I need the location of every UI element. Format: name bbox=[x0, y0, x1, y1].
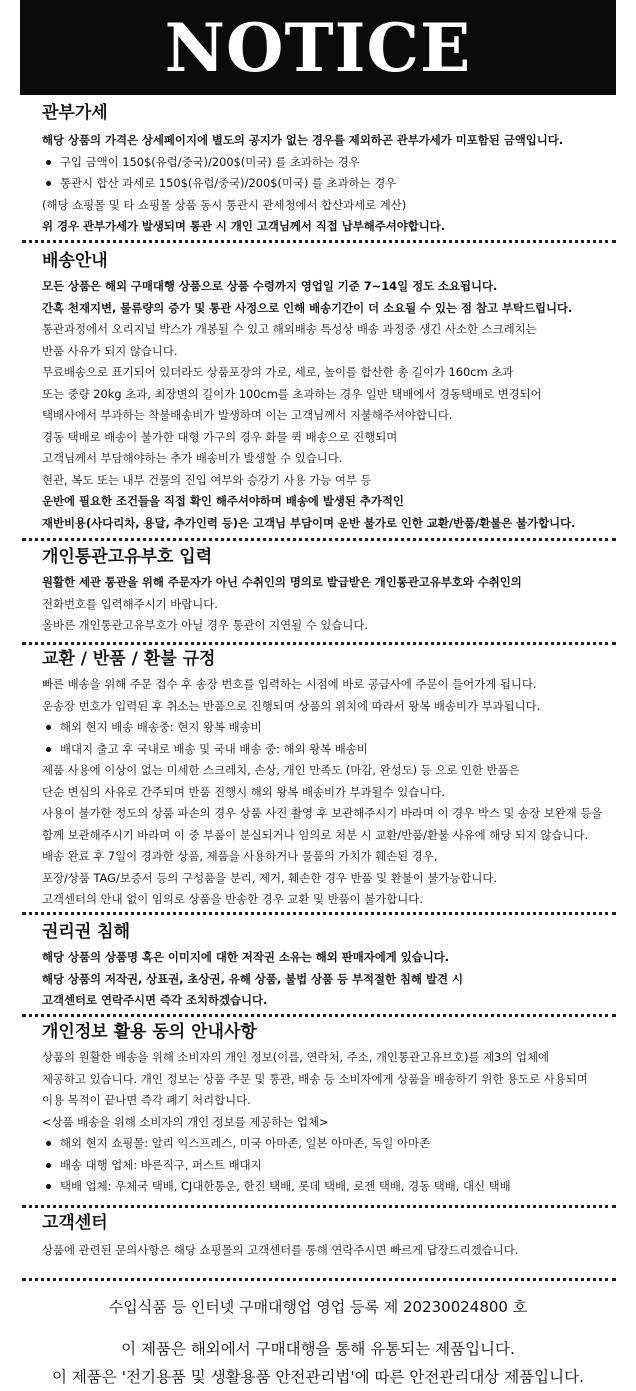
bullet-item: 배송 대행 업체: 바른직구, 퍼스트 배대지 bbox=[22, 1155, 616, 1177]
section-return-policy bbox=[22, 647, 616, 911]
paragraph: 사용이 불가한 정도의 상품 파손의 경우 상품 사진 촬영 후 보관해주시기 바라며 이 경우 박스 및 송장 보완재 등을 bbox=[42, 806, 603, 820]
section-customer-center bbox=[22, 1211, 616, 1262]
paragraph: (해당 쇼핑몰 및 타 쇼핑몰 상품 동시 통관시 관세청에서 합산과세로 계산) bbox=[42, 197, 407, 212]
section-shipping-info bbox=[22, 249, 616, 534]
paragraph: 모든 상품은 해외 구매대행 상품으로 상품 수령까지 영업일 기준 7~14일 정도 소요됩니다. bbox=[42, 279, 498, 293]
paragraph: 제품 사용에 이상이 없는 미세한 스크레치, 손상, 개인 만족도 (마감, 완성도) 등 으로 인한 반품은 bbox=[42, 763, 520, 777]
paragraph: 제공하고 있습니다. 개인 정보는 상품 주문 및 통관, 배송 등 소비자에게 상품을 배송하기 위한 용도로 사용되며 bbox=[42, 1071, 588, 1086]
paragraph: 포장/상품 TAG/보증서 등의 구성품을 분리, 제거, 훼손한 경우 반품 및 환불이 불가능합니다. bbox=[42, 870, 497, 885]
paragraph: 간혹 천재지변, 물류량의 증가 및 통관 사정으로 인해 배송기간이 더 소요될 수 있는 점 참고 부탁드립니다. bbox=[42, 300, 573, 315]
dotted-divider bbox=[22, 240, 616, 243]
dotted-divider bbox=[22, 1278, 616, 1281]
paragraph: 재반비용(사다리차, 용달, 추가인력 등)은 고객님 부담이며 운반 불가로 인한 교환/반품/환불은 불가합니다. bbox=[42, 515, 576, 530]
paragraph: 고객님께서 부담해야하는 추가 배송비가 발생할 수 있습니다. bbox=[42, 451, 343, 465]
paragraph: 원활한 세관 통관을 위해 주문자가 아닌 수취인의 명의로 발급받은 개인통관고유부호와 수취인의 bbox=[42, 575, 522, 589]
paragraph: <상품 배송을 위해 소비자의 개인 정보를 제공하는 업체> bbox=[42, 1114, 329, 1129]
notice-banner bbox=[20, 0, 616, 95]
paragraph: 또는 중량 20kg 초과, 최장변의 길이가 100cm를 초과하는 경우 일반 택배에서 경동택배로 변경되어 bbox=[42, 386, 542, 401]
section-customs-code bbox=[22, 545, 616, 637]
paragraph: 반품 사유가 되지 않습니다. bbox=[42, 343, 178, 358]
section-title: 관부가세 bbox=[42, 103, 108, 123]
paragraph: 고객센터로 연락주시면 즉각 조치하겠습니다. bbox=[42, 993, 268, 1007]
paragraph: 해당 상품의 저작권, 상표권, 초상권, 유해 상품, 불법 상품 등 부적절한 침해 발견 시 bbox=[42, 971, 463, 986]
section-title: 교환 / 반품 / 환불 규정 bbox=[42, 649, 216, 669]
safety-management-notice: 이 제품은 '전기용품 및 생활용품 안전관리법'에 따른 안전관리대상 제품입니다. bbox=[51, 1368, 584, 1386]
bullet-item: 구입 금액이 150$(유럽/중국)/200$(미국) 를 초과하는 경우 bbox=[22, 152, 616, 174]
paragraph: 상품의 원활한 배송을 위해 소비자의 개인 정보(이름, 연락처, 주소, 개인통관고유브호)를 제3의 업체에 bbox=[42, 1050, 549, 1064]
section-privacy-consent bbox=[22, 1020, 616, 1198]
bullet-item: 택배 업체: 우체국 택배, CJ대한통운, 한진 택배, 롯데 택배, 로젠 택배, 경동 택배, 대신 택배 bbox=[22, 1176, 616, 1198]
paragraph: 올바른 개인통관고유부호가 아닐 경우 통관이 지연될 수 있습니다. bbox=[42, 618, 369, 632]
paragraph: 상품에 관련된 문의사항은 해당 쇼핑몰의 고객센터를 통해 연락주시면 빠르게 답장드리겠습니다. bbox=[42, 1243, 519, 1257]
dotted-divider bbox=[22, 912, 616, 915]
paragraph: 이용 목적이 끝나면 즉각 폐기 처리합니다. bbox=[42, 1093, 251, 1107]
paragraph: 위 경우 관부가세가 발생되며 통관 시 개인 고객님께서 직접 납부해주셔야합니다. bbox=[42, 219, 446, 233]
paragraph: 경동 택배로 배송이 불가한 대형 가구의 경우 화물 퀵 배송으로 진행되며 bbox=[42, 429, 398, 444]
dotted-divider bbox=[22, 642, 616, 645]
section-customs-duty bbox=[22, 101, 616, 238]
paragraph: 빠른 배송을 위해 주문 접수 후 송장 번호를 입력하는 시점에 바로 공급사에 주문이 들어가게 됩니다. bbox=[42, 677, 537, 691]
purchase-agency-notice: 이 제품은 해외에서 구매대행을 통해 유통되는 제품입니다. bbox=[121, 1340, 515, 1358]
paragraph: 고객센터의 안내 없이 임의로 상품을 반송한 경우 교환 및 반품이 불가합니다. bbox=[42, 892, 423, 906]
section-title: 배송안내 bbox=[42, 251, 108, 271]
section-title: 개인통관고유부호 입력 bbox=[42, 547, 213, 567]
paragraph: 단순 변심의 사유로 간주되며 반품 진행시 해외 왕복 배송비가 부과될수 있습니다. bbox=[42, 784, 445, 799]
paragraph: 현관, 복도 또는 내부 건물의 진입 여부와 승강기 사용 가능 여부 등 bbox=[42, 472, 372, 487]
dotted-divider bbox=[22, 538, 616, 541]
dotted-divider bbox=[22, 1205, 616, 1208]
bullet-item: 통관시 합산 과세로 150$(유럽/중국)/200$(미국) 를 초과하는 경우 bbox=[22, 173, 616, 195]
section-rights-infringement bbox=[22, 920, 616, 1012]
paragraph: 무료배송으로 표기되어 있더라도 상품포장의 가로, 세로, 높이를 합산한 총 길이가 160cm 초과 bbox=[42, 365, 514, 379]
section-title: 고객센터 bbox=[42, 1213, 108, 1233]
paragraph: 함께 보관해주시기 바라며 이 중 부품이 분실되거나 임의로 처분 시 교환/반품/환불 사유에 해당 되지 않습니다. bbox=[42, 827, 589, 842]
section-title: 권리권 침해 bbox=[42, 922, 131, 942]
registration-notice: 수입식품 등 인터넷 구매대행업 영업 등록 제 20230024800 호 bbox=[108, 1298, 528, 1316]
paragraph: 배송 완료 후 7일이 경과한 상품, 제품을 사용하거나 물품의 가치가 훼손된 경우, bbox=[42, 849, 438, 863]
paragraph: 운반에 필요한 조건들을 직접 확인 해주셔야하며 배송에 발생된 추가적인 bbox=[42, 494, 404, 508]
paragraph: 운송장 번호가 입력된 후 취소는 반품으로 진행되며 상품의 위치에 따라서 왕복 배송비가 부과됩니다. bbox=[42, 698, 541, 713]
section-title: 개인정보 활용 동의 안내사항 bbox=[42, 1022, 257, 1042]
paragraph: 해당 상품의 상품명 혹은 이미지에 대한 저작권 소유는 해외 판매자에게 있습니다. bbox=[42, 950, 450, 964]
paragraph: 해당 상품의 가격은 상세페이지에 별도의 공지가 없는 경우를 제외하곤 관부가세가 미포함된 금액입니다. bbox=[42, 133, 564, 147]
bullet-item: 배대지 출고 후 국내로 배송 및 국내 배송 중: 해외 왕복 배송비 bbox=[22, 739, 616, 761]
paragraph: 통관과정에서 오리지널 박스가 개봉될 수 있고 해외배송 특성상 배송 과정중 생긴 사소한 스크레치는 bbox=[42, 322, 537, 336]
paragraph: 택배사에서 부과하는 착불배송비가 발생하며 이는 고객님께서 지불해주셔야합니다. bbox=[42, 408, 453, 422]
dotted-divider bbox=[22, 1014, 616, 1017]
notice-title: NOTICE bbox=[164, 8, 472, 87]
bullet-item: 해외 현지 쇼핑몰: 알리 익스프레스, 미국 아마존, 일본 아마존, 독일 아마존 bbox=[22, 1133, 616, 1155]
bullet-item: 해외 현지 배송 배송중: 현지 왕복 배송비 bbox=[22, 717, 616, 739]
paragraph: 전화번호를 입력해주시기 바랍니다. bbox=[42, 596, 218, 611]
